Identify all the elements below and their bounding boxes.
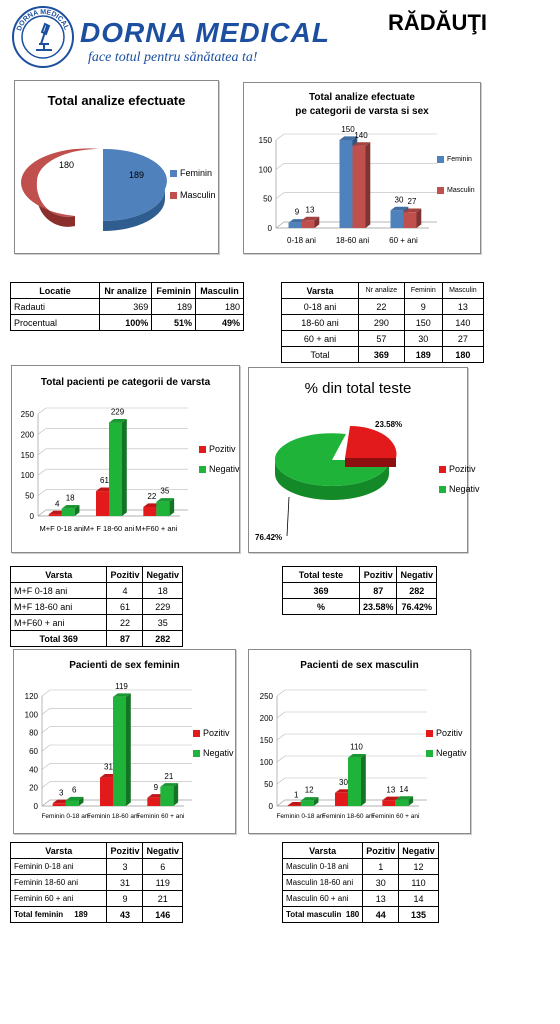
chart-title: Total pacienti pe categorii de varsta xyxy=(40,377,211,388)
y-tick-label: 50 xyxy=(25,491,34,501)
cell: Feminin 18-60 ani xyxy=(11,875,107,891)
gridline-side xyxy=(276,134,284,140)
y-tick-label: 100 xyxy=(258,165,272,175)
table-row xyxy=(11,599,183,615)
cell: 6 xyxy=(143,859,183,875)
table-masculin xyxy=(282,842,439,923)
data-label: 31 xyxy=(104,762,113,772)
data-label: 9 xyxy=(153,782,159,792)
data-label: 30 xyxy=(394,195,404,205)
cell: 3 xyxy=(107,859,143,875)
seal-text: DORNA MEDICAL xyxy=(15,8,70,32)
legend-masculin: Masculin xyxy=(447,187,475,194)
brand-name: DORNA MEDICAL xyxy=(80,17,330,48)
cell: 23.58% xyxy=(359,599,397,615)
y-tick-label: 50 xyxy=(263,194,272,204)
data-label: 22 xyxy=(147,492,157,502)
col-header: Masculin xyxy=(442,283,483,299)
legend-negativ: Negativ xyxy=(449,484,480,494)
bar-side xyxy=(173,783,178,806)
data-label: 4 xyxy=(54,499,60,509)
data-label: 35 xyxy=(160,486,170,496)
pie-slice-pozitiv xyxy=(345,426,396,458)
gridline-side xyxy=(38,490,46,496)
cell: 13 xyxy=(442,299,483,315)
cell: 21 xyxy=(143,891,183,907)
table-row xyxy=(282,331,484,347)
cell: % xyxy=(283,599,360,615)
y-tick-label: 100 xyxy=(24,710,38,720)
gridline-side xyxy=(42,727,50,733)
cell: 76.42% xyxy=(397,599,437,615)
cell: 189 xyxy=(152,299,196,315)
gridline-side xyxy=(38,449,46,455)
table-pacienti-varsta xyxy=(10,566,183,647)
cell: 43 xyxy=(107,907,143,923)
cell: 57 xyxy=(359,331,405,347)
bar xyxy=(404,212,417,228)
cell: 119 xyxy=(143,875,183,891)
logo-seal xyxy=(12,6,74,68)
x-tick-label: M+ F 18-60 ani xyxy=(83,524,135,533)
cell: 290 xyxy=(359,315,405,331)
pie-slice-pozitiv-side xyxy=(345,458,396,467)
cell: 61 xyxy=(107,599,143,615)
x-tick-label: Feminin 60 + ani xyxy=(136,813,185,820)
x-tick-label: 18-60 ani xyxy=(335,236,370,245)
cell: 9 xyxy=(107,891,143,907)
pie-chart xyxy=(249,368,467,552)
cell: Total masculin 180 xyxy=(283,907,363,923)
bar xyxy=(160,787,173,806)
cell: 282 xyxy=(397,583,437,599)
cell: 4 xyxy=(107,583,143,599)
cell: 49% xyxy=(195,315,243,331)
cell: 0-18 ani xyxy=(282,299,359,315)
bar xyxy=(289,223,302,228)
cell: 12 xyxy=(399,859,439,875)
x-tick-label: 0-18 ani xyxy=(287,236,316,245)
chart-pacienti-masculin xyxy=(248,649,471,834)
col-header: Negativ xyxy=(143,567,183,583)
y-tick-label: 60 xyxy=(29,747,38,756)
chart-title: Pacienti de sex masculin xyxy=(300,660,419,671)
cell: Masculin 0-18 ani xyxy=(283,859,363,875)
table-row xyxy=(11,891,183,907)
cell: M+F 18-60 ani xyxy=(11,599,107,615)
y-tick-label: 0 xyxy=(268,802,273,811)
legend-pozitiv: Pozitiv xyxy=(203,728,230,738)
bar xyxy=(49,514,62,516)
legend xyxy=(199,444,240,486)
gridline-side xyxy=(38,408,46,414)
cell: 146 xyxy=(143,907,183,923)
y-tick-label: 120 xyxy=(24,692,38,701)
gridline-side xyxy=(276,222,284,228)
y-tick-label: 200 xyxy=(259,714,273,723)
gridline-side xyxy=(277,734,285,740)
cell: 282 xyxy=(143,631,183,647)
x-tick-label: M+F 0-18 ani xyxy=(39,524,84,533)
y-tick-label: 80 xyxy=(29,728,38,738)
bar xyxy=(96,491,109,516)
legend xyxy=(439,464,480,506)
cell: 369 xyxy=(359,347,405,363)
y-tick-label: 150 xyxy=(259,736,273,745)
chart-analize-varsta-sex xyxy=(243,82,481,254)
bar xyxy=(156,502,169,516)
bar xyxy=(109,423,122,516)
leader-line xyxy=(287,497,289,536)
bar xyxy=(382,800,395,806)
data-label-masculin: 180 xyxy=(59,160,75,170)
cell: Total feminin 189 xyxy=(11,907,107,923)
col-header: Varsta xyxy=(11,567,107,583)
cell: 140 xyxy=(442,315,483,331)
data-label: 27 xyxy=(407,197,417,207)
col-header: Varsta xyxy=(283,843,363,859)
cell: 150 xyxy=(404,315,442,331)
cell: 18-60 ani xyxy=(282,315,359,331)
legend-pozitiv: Pozitiv xyxy=(449,464,476,474)
legend xyxy=(437,156,475,206)
data-label: 110 xyxy=(350,742,363,752)
gridline-side xyxy=(277,800,285,806)
gridline-side xyxy=(42,708,50,714)
y-tick-label: 250 xyxy=(259,692,273,701)
bar xyxy=(113,697,126,806)
y-tick-label: 20 xyxy=(29,783,38,793)
cell: 369 xyxy=(100,299,152,315)
col-header: Negativ xyxy=(397,567,437,583)
y-tick-label: 0 xyxy=(29,512,34,521)
data-label: 13 xyxy=(386,785,396,795)
gridline-side xyxy=(42,690,50,696)
legend xyxy=(193,728,234,770)
y-tick-label: 0 xyxy=(267,224,272,233)
cell: 22 xyxy=(359,299,405,315)
chart-title-line2: pe categorii de varsta si sex xyxy=(295,106,429,117)
cell: 44 xyxy=(363,907,399,923)
chart-title: Pacienti de sex feminin xyxy=(69,660,180,671)
col-header: Varsta xyxy=(282,283,359,299)
data-label: 3 xyxy=(58,788,64,798)
gridline-side xyxy=(38,469,46,475)
col-header: Nr analize xyxy=(100,283,152,299)
table-locatie xyxy=(10,282,244,331)
y-tick-label: 0 xyxy=(33,802,38,811)
table-row xyxy=(283,583,437,599)
cell: 189 xyxy=(404,347,442,363)
data-label: 14 xyxy=(399,784,409,794)
col-header: Negativ xyxy=(399,843,439,859)
data-label-negativ: 76.42% xyxy=(255,533,283,542)
table-row xyxy=(11,907,183,923)
legend-feminin: Feminin xyxy=(180,168,213,178)
col-header: Masculin xyxy=(195,283,243,299)
col-header: Total teste xyxy=(283,567,360,583)
col-header: Pozitiv xyxy=(359,567,397,583)
bar-side xyxy=(122,419,127,516)
chart-pacienti-feminin xyxy=(13,649,236,834)
gridline-side xyxy=(276,193,284,199)
cell: 87 xyxy=(359,583,397,599)
y-tick-label: 40 xyxy=(29,765,38,775)
cell: 18 xyxy=(143,583,183,599)
pie-chart xyxy=(15,81,218,253)
table-row xyxy=(11,615,183,631)
data-label: 21 xyxy=(164,771,174,781)
bar xyxy=(53,803,66,806)
data-label: 12 xyxy=(304,785,314,795)
data-label-feminin: 189 xyxy=(129,170,145,180)
data-label: 61 xyxy=(100,476,109,486)
data-label: 140 xyxy=(354,130,368,140)
table-row xyxy=(11,631,183,647)
cell: 30 xyxy=(363,875,399,891)
microscope-icon xyxy=(12,6,74,68)
cell: 110 xyxy=(399,875,439,891)
col-header: Pozitiv xyxy=(107,567,143,583)
gridline-side xyxy=(277,712,285,718)
city-title: RĂDĂUŢI xyxy=(388,10,487,35)
bar xyxy=(335,793,348,806)
cell: Masculin 18-60 ani xyxy=(283,875,363,891)
legend-pozitiv: Pozitiv xyxy=(209,444,236,454)
cell: 14 xyxy=(399,891,439,907)
table-row xyxy=(282,315,484,331)
chart-procent-teste xyxy=(248,367,480,553)
chart-pacienti-varsta xyxy=(11,365,240,553)
table-feminin xyxy=(10,842,183,923)
col-header: Feminin xyxy=(404,283,442,299)
cell: Radauti xyxy=(11,299,100,315)
gridline-side xyxy=(276,163,284,169)
col-header: Feminin xyxy=(152,283,196,299)
y-tick-label: 100 xyxy=(259,758,273,767)
gridline-side xyxy=(42,763,50,769)
cell: 31 xyxy=(107,875,143,891)
bar xyxy=(301,801,314,806)
gridline-side xyxy=(42,782,50,788)
cell: Masculin 60 + ani xyxy=(283,891,363,907)
gridline-side xyxy=(277,778,285,784)
legend-feminin: Feminin xyxy=(447,156,472,163)
table-row xyxy=(283,875,439,891)
cell: 1 xyxy=(363,859,399,875)
table-row xyxy=(283,599,437,615)
table-row xyxy=(11,875,183,891)
x-tick-label: Feminin 0-18 ani xyxy=(41,813,90,820)
cell: 87 xyxy=(107,631,143,647)
legend-negativ: Negativ xyxy=(203,748,234,758)
cell: Total 369 xyxy=(11,631,107,647)
y-tick-label: 100 xyxy=(20,471,34,481)
table-row xyxy=(283,891,439,907)
legend-masculin: Masculin xyxy=(180,190,216,200)
table-row xyxy=(11,859,183,875)
col-header: Locatie xyxy=(11,283,100,299)
table-row xyxy=(11,315,244,331)
gridline-side xyxy=(277,756,285,762)
chart-title: Total analize efectuate xyxy=(47,93,186,108)
x-tick-label: Feminin 0-18 ani xyxy=(276,813,325,820)
table-row xyxy=(283,859,439,875)
data-label: 150 xyxy=(341,125,355,134)
data-label: 18 xyxy=(65,493,75,503)
legend-pozitiv: Pozitiv xyxy=(436,728,463,738)
y-tick-label: 50 xyxy=(264,780,273,789)
cell: 369 xyxy=(283,583,360,599)
gridline-side xyxy=(277,690,285,696)
x-tick-label: Feminin 60 + ani xyxy=(371,813,420,820)
x-tick-label: M+F60 + ani xyxy=(135,524,178,533)
bar xyxy=(302,220,315,228)
y-tick-label: 200 xyxy=(20,430,34,440)
y-tick-label: 150 xyxy=(20,450,34,460)
table-row xyxy=(11,583,183,599)
bar xyxy=(353,146,366,228)
legend-negativ: Negativ xyxy=(436,748,467,758)
gridline-side xyxy=(38,510,46,516)
table-row xyxy=(282,299,484,315)
cell: 13 xyxy=(363,891,399,907)
bar xyxy=(66,801,79,807)
data-label: 13 xyxy=(305,205,315,215)
bar xyxy=(62,509,75,516)
bar xyxy=(143,507,156,516)
cell: 27 xyxy=(442,331,483,347)
cell: 135 xyxy=(399,907,439,923)
data-label: 9 xyxy=(294,207,300,217)
cell: 35 xyxy=(143,615,183,631)
bar xyxy=(348,758,361,806)
cell: 180 xyxy=(195,299,243,315)
gridline-side xyxy=(42,745,50,751)
cell: 22 xyxy=(107,615,143,631)
x-tick-label: Feminin 18-60 ani xyxy=(86,813,140,820)
cell: 100% xyxy=(100,315,152,331)
legend xyxy=(170,168,216,212)
legend xyxy=(426,728,467,770)
cell: Procentual xyxy=(11,315,100,331)
bar-side xyxy=(361,754,366,806)
col-header: Negativ xyxy=(143,843,183,859)
cell: 9 xyxy=(404,299,442,315)
cell: 51% xyxy=(152,315,196,331)
cell: Feminin 0-18 ani xyxy=(11,859,107,875)
col-header: Varsta xyxy=(11,843,107,859)
bar xyxy=(395,800,408,806)
x-tick-label: Feminin 18-60 ani xyxy=(321,813,375,820)
gridline-side xyxy=(38,428,46,434)
chart-total-analize xyxy=(14,80,219,254)
brand-tagline: face totul pentru sănătatea ta! xyxy=(88,50,258,65)
legend-negativ: Negativ xyxy=(209,464,240,474)
chart-title-line1: Total analize efectuate xyxy=(309,92,415,103)
cell: 180 xyxy=(442,347,483,363)
cell: Feminin 60 + ani xyxy=(11,891,107,907)
data-label: 229 xyxy=(110,407,125,417)
table-row xyxy=(11,299,244,315)
cell: 30 xyxy=(404,331,442,347)
table-total-teste xyxy=(282,566,437,615)
cell: 60 + ani xyxy=(282,331,359,347)
bar xyxy=(340,140,353,228)
pie-slice-masculin xyxy=(21,148,99,216)
table-row xyxy=(283,907,439,923)
table-varsta xyxy=(281,282,484,363)
bar xyxy=(391,210,404,228)
chart-title: % din total teste xyxy=(304,380,412,397)
bar-side xyxy=(126,693,131,806)
bar-side xyxy=(366,142,371,228)
col-header: Pozitiv xyxy=(363,843,399,859)
cell: Total xyxy=(282,347,359,363)
cell: M+F 0-18 ani xyxy=(11,583,107,599)
data-label: 30 xyxy=(339,777,348,787)
data-label-pozitiv: 23.58% xyxy=(375,420,403,429)
cell: 229 xyxy=(143,599,183,615)
data-label: 119 xyxy=(115,681,128,691)
bar xyxy=(100,778,113,806)
gridline-side xyxy=(42,800,50,806)
cell: M+F60 + ani xyxy=(11,615,107,631)
bar xyxy=(288,806,301,807)
table-row xyxy=(282,347,484,363)
data-label: 6 xyxy=(71,785,77,795)
col-header: Nr analize xyxy=(359,283,405,299)
bar xyxy=(147,798,160,806)
y-tick-label: 150 xyxy=(258,136,272,145)
col-header: Pozitiv xyxy=(107,843,143,859)
data-label: 1 xyxy=(293,790,299,800)
x-tick-label: 60 + ani xyxy=(389,236,418,245)
y-tick-label: 250 xyxy=(20,410,34,419)
